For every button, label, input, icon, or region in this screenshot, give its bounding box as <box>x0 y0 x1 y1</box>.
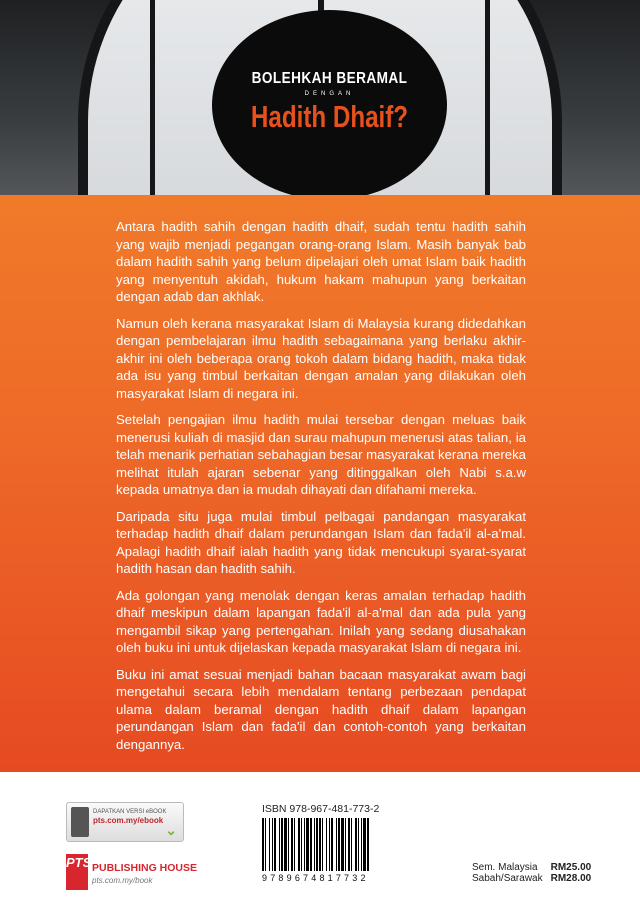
tablet-icon <box>71 807 89 837</box>
price-region: Sem. Malaysia <box>472 862 538 873</box>
title-line-1: BOLEHKAH BERAMAL <box>251 70 408 87</box>
price-value: RM28.00 <box>550 873 592 884</box>
price-region: Sabah/Sarawak <box>472 873 543 884</box>
ebook-badge <box>66 802 184 842</box>
blurb-paragraph: Setelah pengajian ilmu hadith mulai tersebar dengan meluas baik menerusi kuliah di masjid dan surau mahupun menerusi atas talian, ia telah menarik perhatian sebahagian besar masyarakat kerana mereka melihat itulah ajaran sebenar yang ditinggalkan oleh Nabi s.a.w kepada umatnya dan ia mudah dihayati dan difahami mereka. <box>116 412 526 497</box>
barcode-bar <box>262 818 264 871</box>
barcode-bar <box>367 818 369 871</box>
barcode-bar <box>341 818 344 871</box>
barcode-bar <box>331 818 333 871</box>
price-row <box>472 862 599 873</box>
isbn-label: ISBN 978-967-481-773-2 <box>262 803 380 815</box>
ebook-url: pts.com.my/ebook <box>93 816 164 825</box>
barcode-bar <box>345 818 346 871</box>
barcode-bar <box>361 818 362 871</box>
chevron-down-icon: ⌄ <box>165 822 177 838</box>
publisher-name: PUBLISHING HOUSE <box>92 862 198 874</box>
barcode-digits: 9789674817732 <box>262 873 369 883</box>
barcode-bar <box>319 818 321 871</box>
barcode-bar <box>329 818 330 871</box>
title-line-2: DENGAN <box>304 91 355 97</box>
barcode-bar <box>338 818 340 871</box>
barcode-bar <box>316 818 318 871</box>
price-table <box>472 862 599 884</box>
barcode-bar <box>314 818 315 871</box>
barcode-bar <box>358 818 359 871</box>
pts-logo-icon: PTS <box>66 854 88 890</box>
title-badge <box>212 10 447 200</box>
blurb-paragraph: Buku ini amat sesuai menjadi bahan bacaan masyarakat awam bagi mengetahui secara lebih mendalam tentang perbezaan pendapat ulama dalam beramal dengan hadith dhaif dalam lapangan perundangan Islam dan fada'il dan contoh-contoh yang berkaitan dengannya. <box>116 666 526 752</box>
barcode-bar <box>269 818 270 871</box>
barcode-bar <box>355 818 357 871</box>
barcode-bar <box>279 818 280 871</box>
barcode-bar <box>274 818 276 871</box>
blurb-paragraph: Daripada situ juga mulai timbul pelbagai pandangan masyarakat terhadap hadith dhaif dalam perundangan Islam dan fada'il al-a'mal. Apalagi hadith dhaif ialah hadith yang tidak mencukupi syarat-syarat hadith hasan dan hadith sahih. <box>116 508 526 576</box>
barcode-bar <box>336 818 337 871</box>
barcode-bar <box>288 818 289 871</box>
barcode-bar <box>281 818 283 871</box>
barcode-bar <box>284 818 287 871</box>
blurb-paragraph: Ada golongan yang menolak dengan keras amalan terhadap hadith dhaif meskipun dalam lapangan fada'il al-a'mal dan ada pula yang mengambil sikap yang pertengahan. Inilah yang sedang diusahakan oleh buku ini untuk dijelaskan kepada masyarakat Islam di negara ini. <box>116 587 526 655</box>
cover-photo-window <box>0 0 640 200</box>
barcode-bar <box>265 818 266 871</box>
blurb-paragraph: Namun oleh kerana masyarakat Islam di Malaysia kurang didedahkan dengan pembelajaran ilmu hadith sebagaimana yang berlaku akhir-akhir ini oleh beberapa orang tokoh dalam bidang hadith, maka tidak ada isu yang timbul berkaitan dengan amalan yang dilakukan oleh masyarakat Islam di negara ini. <box>116 315 526 401</box>
barcode-bar <box>298 818 300 871</box>
barcode-bar <box>304 818 305 871</box>
barcode-bar <box>363 818 366 871</box>
window-mullion <box>485 0 490 200</box>
barcode-bar <box>291 818 293 871</box>
barcode-bar <box>294 818 295 871</box>
barcode-bar <box>272 818 273 871</box>
barcode <box>262 818 370 871</box>
publisher-url: pts.com.my/book <box>92 876 153 885</box>
barcode-bar <box>322 818 323 871</box>
ebook-label: DAPATKAN VERSI eBOOK <box>93 809 167 815</box>
barcode-bar <box>348 818 350 871</box>
barcode-bar <box>306 818 309 871</box>
title-line-3: Hadith Dhaif? <box>250 99 409 134</box>
barcode-bar <box>351 818 352 871</box>
barcode-bar <box>326 818 327 871</box>
publisher-logo <box>66 850 196 895</box>
price-row <box>472 873 599 884</box>
window-mullion <box>150 0 155 200</box>
price-value: RM25.00 <box>550 862 592 873</box>
barcode-bar <box>301 818 302 871</box>
barcode-bar <box>310 818 312 871</box>
blurb-paragraph: Antara hadith sahih dengan hadith dhaif, sudah tentu hadith sahih yang wajib menjadi pegangan orang-orang Islam. Masih banyak bab dalam hadith sahih yang belum dipelajari oleh umat Islam baik hadith yang menyentuh akidah, hukum hakam mahupun yang berkaitan dengan adab dan akhlak. <box>116 219 526 304</box>
blurb-text <box>116 218 526 762</box>
